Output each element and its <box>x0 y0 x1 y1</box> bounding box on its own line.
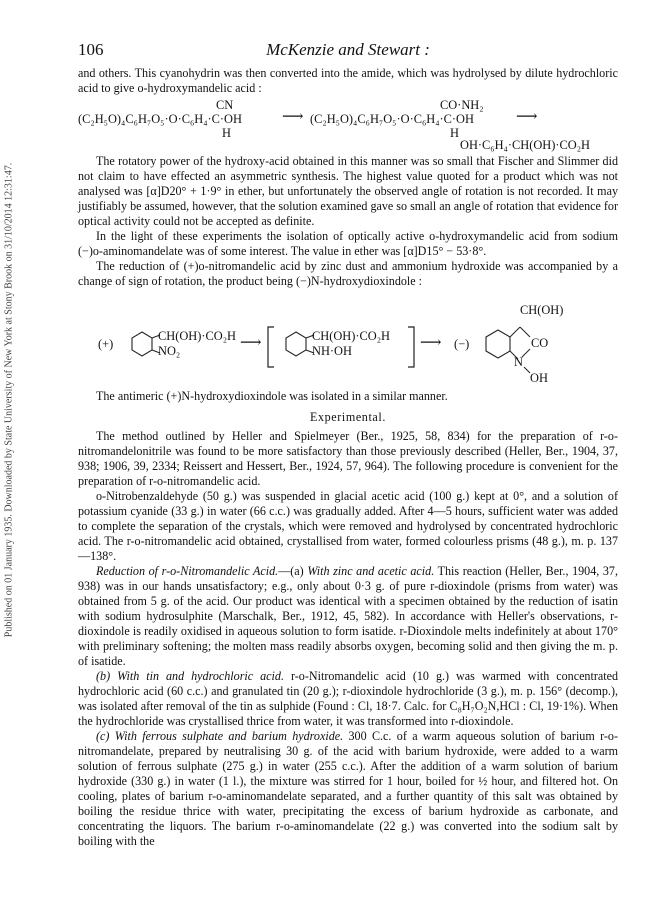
paragraph-reduction-zinc <box>78 564 618 669</box>
eq2-substituent-1b: NO₂ <box>158 344 181 358</box>
eq2-arrow1: ⟶ <box>240 335 262 351</box>
eq2-substituent-1a: CH(OH)·CO₂H <box>158 329 236 343</box>
eq1-arrow1: ⟶ <box>282 109 304 125</box>
method-b-text: r-o-Nitromandelic acid (10 g.) was warmed with concentrated hydrochloric acid (60 c.c.) and granulated tin (20 g.); r-dioxindole hydrochloride (3 g.), m. p. 156° (decomp.), was isolated after removal of the tin as sulphide (Found : Cl, 18·7. Calc. for C₈H₇O₂N,HCl : Cl, 19·1%). When the hydrochloride was crystallised thrice from water, it was transformed into r-dioxindole. <box>78 669 619 728</box>
eq2-ch-oh: CH(OH) <box>520 303 564 317</box>
eq1-h1: H <box>222 126 231 140</box>
paragraph-rotatory: The rotatory power of the hydroxy-acid obtained in this manner was so small that Fischer and Slimmer did not claim to have effected an asymmetric synthesis. The highest value quoted for a product which was not analysed was [α]D20° + 1·9° in ether, but unfortunately the observed angle of rotation is not recorded. It may justifiably be assumed, however, that the solution examined gave so small an angle of rotation that evidence for optical activity could not be accepted as definite. <box>78 154 618 228</box>
page-number: 106 <box>78 40 104 59</box>
eq2-minus-sign: (−) <box>454 337 470 351</box>
eq2-hydroxyl: OH <box>530 371 548 385</box>
equation-cyanohydrin <box>78 96 618 154</box>
paragraph-method: The method outlined by Heller and Spielmeyer (Ber., 1925, 58, 834) for the preparation of r-o-nitromandelonitrile was found to be more satisfactory than those previously described (Heller, Ber., 1904, 37, 938; 1906, 39, 2334; Reissert and Hessert, Ber., 1924, 57, 964). The following procedure is convenient for the preparation of r-o-nitromandelic acid. <box>78 429 618 488</box>
eq2-nitrogen: N <box>514 355 523 369</box>
eq1-cn: CN <box>216 98 234 112</box>
method-a-title: With zinc and acetic acid. <box>307 564 435 578</box>
benzene-ring-3 <box>486 330 510 358</box>
paragraph-nitrobenzaldehyde: o-Nitrobenzaldehyde (50 g.) was suspended in glacial acetic acid (100 g.) kept at 0°, and a solution of potassium cyanide (33 g.) in water (66 c.c.) was gradually added. After 4—5 hours, sufficient water was added to complete the separation of the crystals, which were removed and hydrolysed by concentrated hydrochloric acid. The r-o-nitromandelic acid obtained, crystallised from water, formed colourless prisms (48 g.), m. p. 137—138°. <box>78 489 618 563</box>
eq2-plus-sign: (+) <box>98 337 114 351</box>
benzene-ring-1 <box>132 332 152 356</box>
eq1-left: (C₂H₅O)₄C₆H₇O₅·O·C₆H₄·C·OH <box>78 112 242 126</box>
subsection-marker: —(a) <box>278 564 308 578</box>
method-a-text: This reaction (Heller, Ber., 1904, 37, 938) was in our hands unsatisfactory; e.g., only about 0·3 g. of pure r-dioxindole (prisms from water) was obtained from 5 g. of the acid. Our product was identical with a specimen obtained by the reduction of isatin with sodium hydrosulphite (Marschalk, Ber., 1912, 45, 582). In accordance with Heller's observations, r-dioxindole is readily oxidised in aqueous solution to form isatide. r-Dioxindole melts indefinitely at about 170° with preliminary softening; the molten mass readily absorbs oxygen, becoming solid and then giving the m. p. of isatide. <box>78 564 618 668</box>
method-c-text: 300 C.c. of a warm aqueous solution of barium r-o-nitromandelate, prepared by neutralising 30 g. of the acid with barium hydroxide, were added to a warm solution of ferrous sulphate (275 g.) in water (255 c.c.). After the addition of a warm solution of barium hydroxide (330 g.) in water (1 l.), the mixture was stirred for 1 hour, boiled for ½ hour, and filtered hot. On cooling, plates of barium r-o-aminomandelate separated, and a further quantity of this salt was obtained by boiling the residue thrice with water, precipitating the excess of barium hydroxide as carbonate, and concentrating the liquors. The barium r-o-aminomandelate (22 g.) was converted into the sodium salt by boiling with the <box>78 729 618 848</box>
eq1-conh2: CO·NH₂ <box>440 98 484 112</box>
eq1-h2: H <box>450 126 459 140</box>
page-header <box>78 40 618 62</box>
eq2-arrow2: ⟶ <box>420 335 442 351</box>
ring5-bond-a <box>510 327 520 337</box>
download-watermark <box>2 80 16 720</box>
article-body <box>78 66 618 849</box>
paragraph-reduction: The reduction of (+)o-nitromandelic acid by zinc dust and ammonium hydroxide was accompanied by a change of sign of rotation, the product being (−)N-hydroxydioxindole : <box>78 259 618 288</box>
bracket-left <box>268 327 274 367</box>
method-c-title: (c) With ferrous sulphate and barium hydroxide. <box>96 729 344 743</box>
ring5-bond-b <box>520 327 530 337</box>
paragraph-intro: and others. This cyanohydrin was then converted into the amide, which was hydrolysed by dilute hydrochloric acid to give o-hydroxymandelic acid : <box>78 66 618 95</box>
ring5-bond-c <box>522 349 530 357</box>
section-heading-experimental: Experimental. <box>310 410 386 424</box>
paragraph-antimeric: The antimeric (+)N-hydroxydioxindole was isolated in a similar manner. <box>96 389 448 403</box>
bracket-right <box>408 327 414 367</box>
eq1-product: OH·C₆H₄·CH(OH)·CO₂H <box>460 138 590 152</box>
eq2-co: CO <box>531 336 549 350</box>
watermark-text: Published on 01 January 1935. Downloaded by State University of New York at Stony Brook on 31/10/2014 12:31:47. <box>3 162 15 638</box>
paragraph-reduction-ferrous <box>78 729 618 849</box>
eq1-arrow2: ⟶ <box>516 109 538 125</box>
eq2-substituent-2a: CH(OH)·CO₂H <box>312 329 390 343</box>
subsection-title: Reduction of r-o-Nitromandelic Acid. <box>96 564 279 578</box>
eq2-substituent-2b: NH·OH <box>312 344 352 358</box>
equation-dioxindole <box>78 293 618 389</box>
paragraph-isolation: In the light of these experiments the isolation of optically active o-hydroxymandelic acid from sodium (−)o-aminomandelate was of some interest. The value in ether was [α]D15° − 53·8°. <box>78 229 618 258</box>
benzene-ring-2 <box>286 332 306 356</box>
running-title: McKenzie and Stewart : <box>266 40 430 59</box>
method-b-title: (b) With tin and hydrochloric acid. <box>96 669 284 683</box>
eq1-middle: (C₂H₅O)₄C₆H₇O₅·O·C₆H₄·C·OH <box>310 112 474 126</box>
paragraph-reduction-tin <box>78 669 618 729</box>
